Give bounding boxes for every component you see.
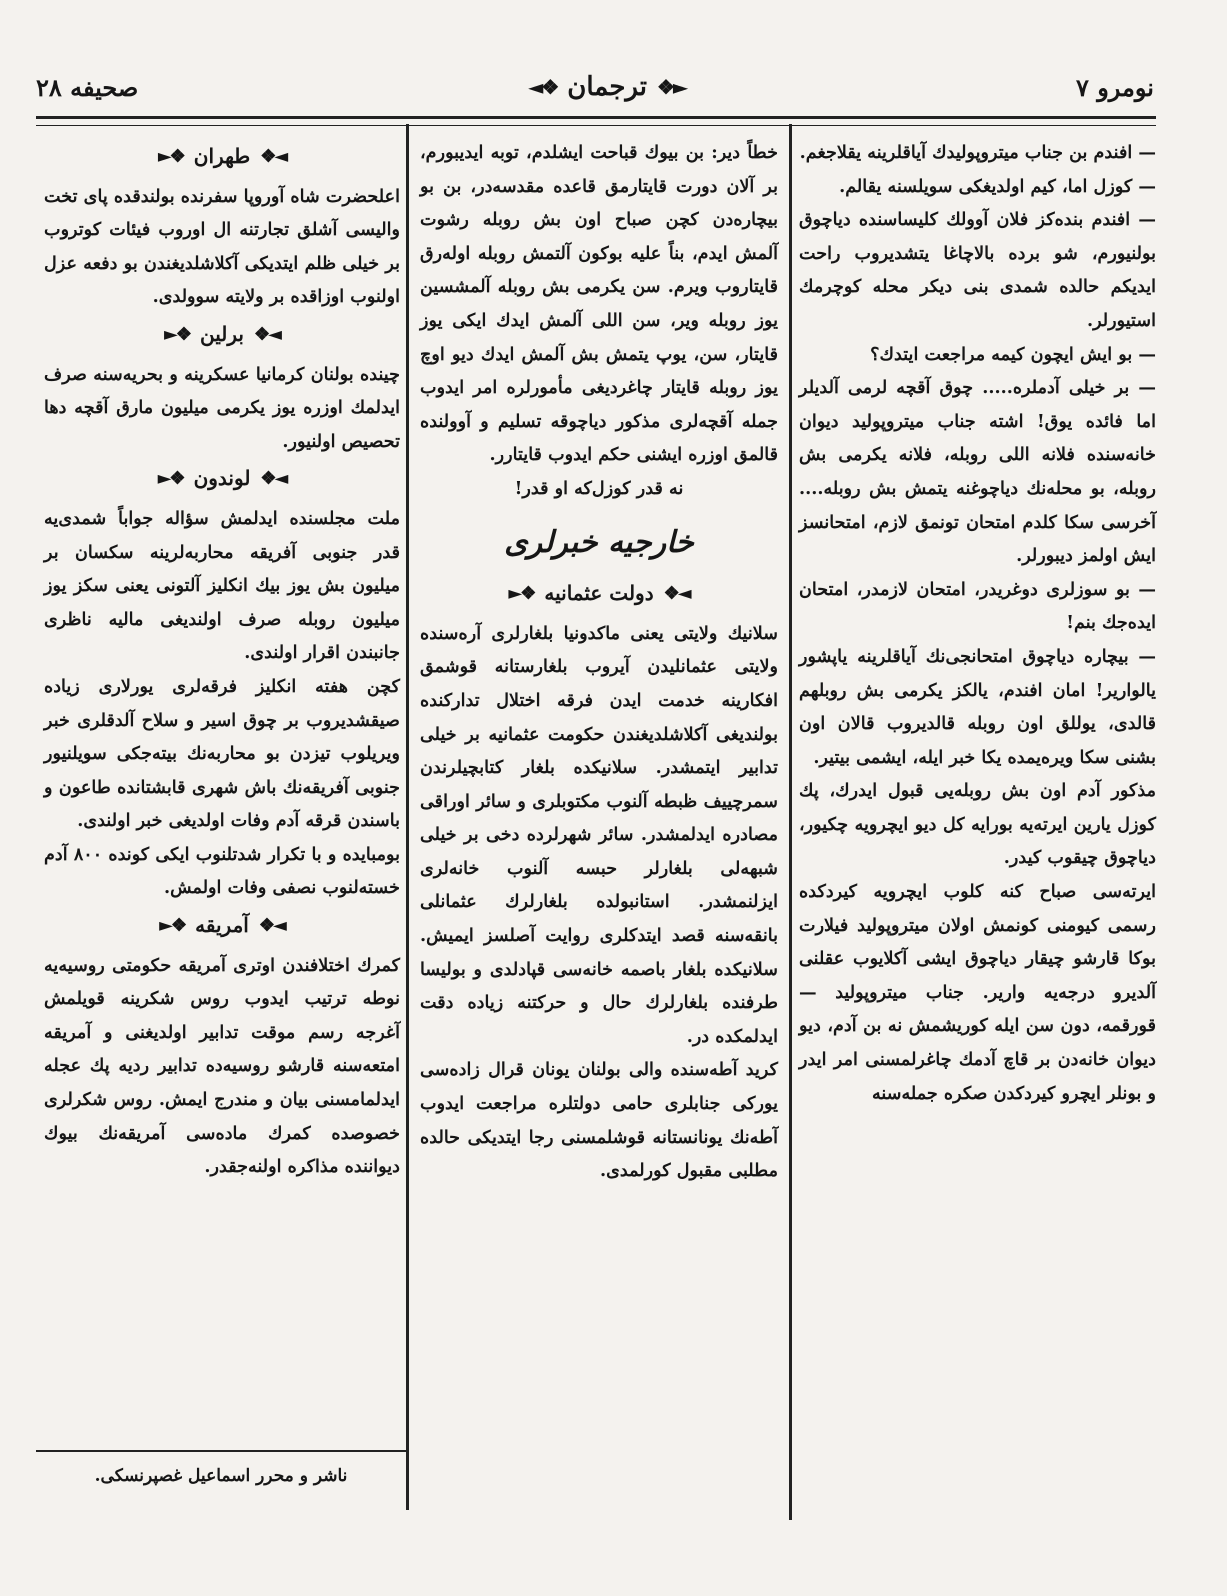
- left-column: [36, 130, 406, 1492]
- section-heading: [44, 462, 400, 496]
- column-divider: [789, 124, 792, 1520]
- ornament-icon: ◄❖: [663, 583, 690, 605]
- publisher-line: ناشر و محرر اسماعیل غصپرنسکی.: [94, 1466, 348, 1486]
- ornament-icon: ◄❖: [258, 915, 285, 937]
- ornament-icon: ❖►: [159, 915, 186, 937]
- footer-rule: [36, 1450, 406, 1452]
- paragraph: — بو سوزلری دوغریدر، امتحان لازمدر، امتحان ایده‌جك بنم!: [799, 578, 1156, 634]
- ornament-icon: ❖►: [157, 468, 184, 490]
- page-number: صحیفه ۲۸: [36, 72, 139, 102]
- section-heading: [44, 140, 400, 174]
- issue-number: نومرو ۷: [1075, 72, 1154, 102]
- paragraph: کچن هفته انکلیز فرقه‌لری یورلاری زیاده صیقشدیروب بر چوق اسیر و سلاح آلدقلری خبر ویریلوب تیزدن بو محاربه‌نك بیته‌جکی سویلنیور جنوبی آفریقه‌نك باش شهری قابشتانده طاعون و باسندن قرقه آدم وفات اولدیغی خبر اولندی.: [44, 675, 400, 832]
- column-divider: [406, 124, 409, 1510]
- paragraph: — افندم بنده‌کز فلان آوولك کلیساسنده دیاچوق بولنیورم، شو برده بالاچاغا یتشدیروب راحت ایدیکم حالده شمدی بنی دیکر محله کوچرمك استیورلر.: [799, 209, 1156, 331]
- middle-column: [412, 130, 786, 1492]
- ornament-icon: ◄❖: [260, 146, 287, 167]
- newspaper-title: ترجمان: [567, 72, 647, 102]
- ornament-icon: ❖►: [508, 583, 535, 605]
- newspaper-title-block: [528, 72, 686, 102]
- section-title: لوندون: [193, 466, 251, 491]
- paragraph: ملت مجلسنده ایدلمش سؤاله جواباً شمدی‌یه قدر جنوبی آفریقه محاربه‌لرینه سکسان بر میلیون بش یوز بیك انکلیز آلتونی یعنی سکز یوز میلیون روبله صرف اولندیغی مالیه ناظری جانبندن اقرار اولندی.: [44, 507, 400, 664]
- paragraph: سلانیك ولایتی یعنی ماکدونیا بلغارلری آره‌سنده ولایتی عثمانلیدن آیروب بلغارستانه قوشمق افکارینه خدمت ایدن فرقه اختلال تدارکنده بولندیغی آکلاشلدیغندن حکومت عثمانیه بر خیلی تدابیر ایتمشدر. سلانیکده بلغار کتابچیلرندن سمرچییف ظبطه آلنوب مکتوبلری و سائر اوراقی مصادره ایدلمشدر. سائر شهرلرده دخی بر خیلی شبهه‌لی بلغارلر حبسه آلنوب خانه‌لری ایزلنمشدر. استانبولده بلغارلرك عثمانلی بانقه‌سنه قصد ایتدکلری روایت آصلسز ایمیش. سلانیکده بلغار باصمه خانه‌سی قپادلدی و بولیسا طرفنده بلغارلرك حال و حرکتنه زیاده دقت ایدلمکده در.: [420, 622, 778, 1047]
- section-title: آمریقه: [195, 913, 249, 938]
- section-title: برلین: [200, 321, 244, 346]
- masthead-rule: [36, 116, 1156, 126]
- paragraph: کرید آطه‌سنده والی بولنان یونان قرال زاده‌سی یورکی جنابلری حامی دولتلره مراجعت ایدوب آطه‌نك یونانستانه قوشلمسنی رجا ایتدیکی حالده مطلبی مقبول کورلمدی.: [420, 1059, 778, 1182]
- paragraph: خطاً دیر: بن بیوك قباحت ایشلدم، توبه ایدیبورم، بر آلان دورت قایتارمق قاعده مقدسه‌در، بن بو بیچاره‌دن کچن صباح اون بش روبله رشوت آلمش ایدم، بناً علیه بوکون آلتمش روبله اوله‌رق قایتاروب ویرم. سن یکرمی بش روبله آلمشسین یوز روبله ویر، سن اللی آلمش ایدك ایکی یوز قایتار، سن، یوپ یتمش بش آلمش ایدك دیو اوچ یوز روبله قایتار چاغردیغی مأمورلره امر ایدوب جمله آقچه‌لری مذکور دیاچوقه تسلیم و آوولنده قالمق اوزره ایشنی حکم ایدوب قایتارر.: [420, 142, 778, 466]
- paragraph: — افندم بن جناب میتروپولیدك آیاقلرینه یقلاجغم.: [799, 142, 1156, 163]
- section-title-foreign-news: خارجیه خبرلری: [504, 524, 694, 560]
- paragraph: ایرته‌سی صباح کنه کلوب ایچرویه کیردکده رسمی کیومنی کونمش اولان میتروپولید فیلارت بوکا قارشو چیقار دیاچوق ایشی آکلایوب عقلنی آلدیرو درجه‌یه واریر. جناب میتروپولید — قورقمه، دون سن ایله کوریشمش نه بن آدم، دیو دیوان خانه‌دن بر قاچ آدمك چاغرلمسنی امر ایدر و بونلر ایچرو کیردکدن صکره جمله‌سنه: [799, 881, 1156, 1104]
- ornament-left-icon: ◄❖: [527, 75, 558, 99]
- right-column: [795, 130, 1160, 1492]
- paragraph: — بر خیلی آدملره..... چوق آقچه لرمی آلدیلر اما فائده یوق! اشته جناب میتروپولید دیوان خانه‌سنده فلانه اللی روبله، فلانه یکرمی بش روبله، بو محله‌نك دیاچوغنه یتمش بش روبله.... آخرسی سکا کلدم امتحان تونمق لازم، امتحانسز ایش اولمز دیبورلر.: [799, 377, 1156, 567]
- ornament-icon: ❖►: [157, 146, 184, 167]
- subsection-title: دولت عثمانیه: [544, 581, 654, 606]
- paragraph: کمرك اختلافندن اوتری آمریقه حکومتی روسیه‌یه نوطه ترتیب ایدوب روس شکرینه قویلمش آغرجه رسم موقت تدابیر اولدیغنی و آمریقه امتعه‌سنه قارشو روسیه‌ده تدابیر ردیه پك عجله ایدلمامسنی بیان و مندرج ایمش. روس شکرلری خصوصده کمرك ماده‌سی آمریقه‌نك بیوك دیواننده مذاکره اولنه‌جقدر.: [44, 954, 400, 1178]
- paragraph: — بو ایش ایچون کیمه مراجعت ایتدك؟: [870, 343, 1156, 365]
- subsection-heading: [420, 577, 778, 611]
- masthead: [36, 58, 1154, 116]
- section-heading: [44, 318, 400, 352]
- ornament-icon: ❖►: [164, 323, 191, 345]
- paragraph: نه قدر کوزل‌که او قدر!: [514, 477, 684, 499]
- paragraph: بومبایده و با تکرار شدتلنوب ایکی کونده ۸۰۰ آدم خسته‌لنوب نصفی وفات اولمش.: [44, 843, 400, 899]
- ornament-right-icon: ❖►: [656, 75, 687, 99]
- section-heading: [44, 909, 400, 943]
- ornament-icon: ◄❖: [260, 468, 287, 490]
- paragraph: مذکور آدم اون بش روبله‌یی قبول ایدرك، پك کوزل یارین ایرته‌یه بورایه کل دیو ایچرویه چکیور، دیاچوق چیقوب کیدر.: [799, 780, 1156, 869]
- paragraph: — کوزل اما، کیم اولدیغکی سویلسنه یقالم.: [839, 175, 1156, 197]
- ornament-icon: ◄❖: [253, 323, 280, 345]
- section-title: طهران: [193, 144, 251, 168]
- paragraph: — بیچاره دیاچوق امتحانجی‌نك آیاقلرینه یاپشور یالواریر! امان افندم، یالکز یکرمی بش روبلهم قالدی، یوللق اون روبله قالدیروب قالان اون بشنی سکا ویره‌یمده یکا خبر ایله، ایشمی بیتیر.: [799, 645, 1156, 768]
- paragraph: چینده بولنان کرمانیا عسکرینه و بحریه‌سنه صرف ایدلمك اوزره یوز یکرمی میلیون مارق آقچه دها تحصیص اولنیور.: [44, 363, 400, 452]
- paragraph: اعلحضرت شاه آوروپا سفرنده بولندقده پای تخت والیسی آشلق تجارتنه ال اوروب فیئات کوتروب بر خیلی ظلم ایتدیکی آکلاشلدیغندن بو دفعه عزل اولنوب اوزاقده بر ولایته سوولدی.: [44, 185, 400, 308]
